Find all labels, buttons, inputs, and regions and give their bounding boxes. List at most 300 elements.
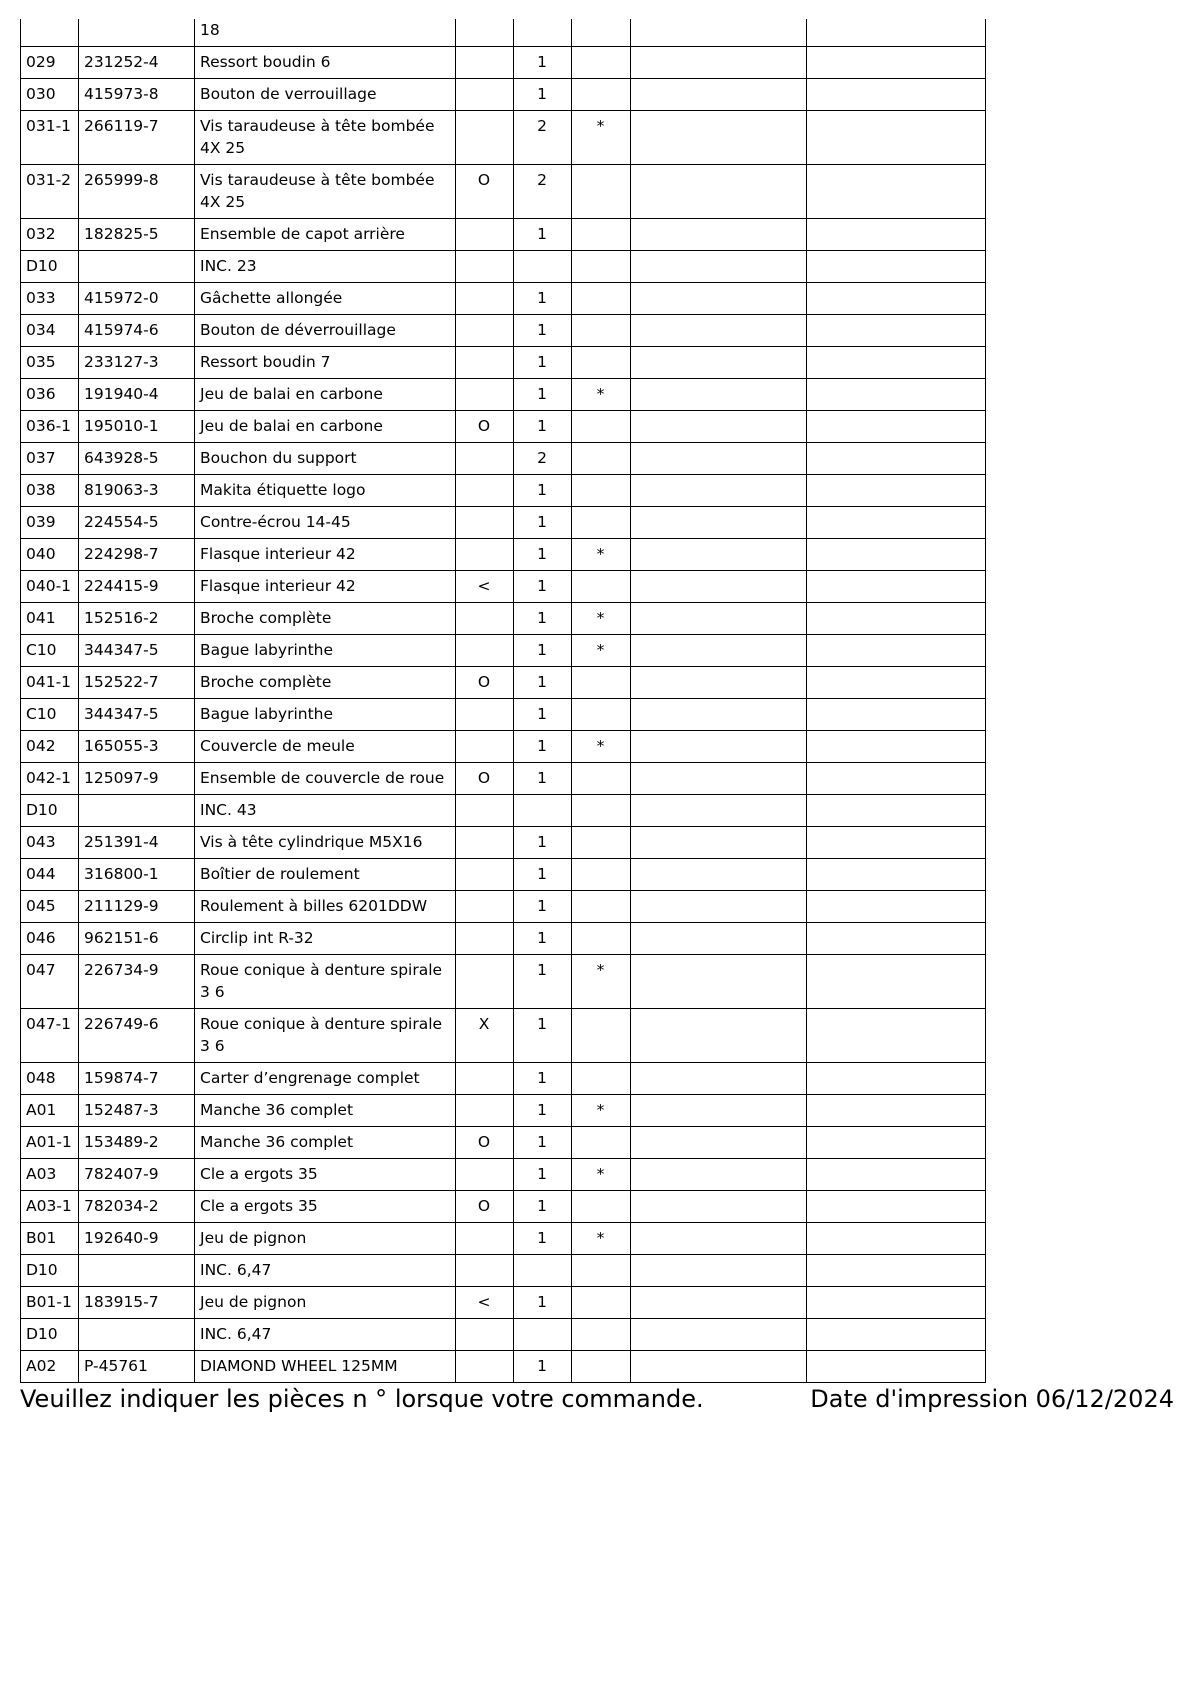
cell-description: Bouton de déverrouillage — [195, 315, 456, 347]
table-row — [21, 699, 986, 731]
cell-part-no — [79, 1319, 195, 1351]
cell-extra-1 — [631, 47, 807, 79]
table-row — [21, 379, 986, 411]
table-row — [21, 955, 986, 1009]
cell-mark — [456, 1063, 514, 1095]
cell-mark: O — [456, 1191, 514, 1223]
cell-description: Flasque interieur 42 — [195, 571, 456, 603]
cell-extra-2 — [807, 111, 986, 165]
cell-note — [572, 1191, 631, 1223]
cell-qty — [514, 1255, 572, 1287]
cell-part-no: 224554-5 — [79, 507, 195, 539]
cell-description: INC. 6,47 — [195, 1319, 456, 1351]
cell-extra-2 — [807, 79, 986, 111]
cell-ref-no: A01 — [21, 1095, 79, 1127]
cell-ref-no: 040 — [21, 539, 79, 571]
table-row — [21, 1159, 986, 1191]
cell-note — [572, 795, 631, 827]
cell-mark — [456, 19, 514, 47]
cell-note: * — [572, 1223, 631, 1255]
cell-description: Roue conique à denture spirale 3 6 — [195, 955, 456, 1009]
table-row — [21, 1095, 986, 1127]
cell-description: Contre-écrou 14-45 — [195, 507, 456, 539]
cell-mark — [456, 475, 514, 507]
table-row — [21, 1063, 986, 1095]
cell-ref-no: A01-1 — [21, 1127, 79, 1159]
cell-part-no: 183915-7 — [79, 1287, 195, 1319]
cell-ref-no: 031-1 — [21, 111, 79, 165]
cell-part-no: 182825-5 — [79, 219, 195, 251]
cell-part-no: 782034-2 — [79, 1191, 195, 1223]
cell-mark: O — [456, 763, 514, 795]
cell-note — [572, 1351, 631, 1383]
cell-description: DIAMOND WHEEL 125MM — [195, 1351, 456, 1383]
cell-ref-no: 032 — [21, 219, 79, 251]
cell-description: Bague labyrinthe — [195, 699, 456, 731]
cell-note — [572, 475, 631, 507]
table-row — [21, 635, 986, 667]
cell-extra-1 — [631, 219, 807, 251]
cell-part-no: 962151-6 — [79, 923, 195, 955]
cell-ref-no: 047-1 — [21, 1009, 79, 1063]
cell-extra-2 — [807, 635, 986, 667]
cell-qty: 1 — [514, 1351, 572, 1383]
cell-description: Gâchette allongée — [195, 283, 456, 315]
cell-ref-no: B01-1 — [21, 1287, 79, 1319]
cell-extra-1 — [631, 165, 807, 219]
table-row — [21, 315, 986, 347]
cell-extra-1 — [631, 923, 807, 955]
cell-ref-no: D10 — [21, 1255, 79, 1287]
cell-mark — [456, 507, 514, 539]
cell-part-no: 415972-0 — [79, 283, 195, 315]
cell-mark — [456, 603, 514, 635]
cell-ref-no: 033 — [21, 283, 79, 315]
cell-extra-1 — [631, 475, 807, 507]
cell-extra-2 — [807, 795, 986, 827]
cell-part-no: 224298-7 — [79, 539, 195, 571]
cell-description: Bague labyrinthe — [195, 635, 456, 667]
table-row — [21, 165, 986, 219]
cell-part-no: P-45761 — [79, 1351, 195, 1383]
cell-extra-1 — [631, 1319, 807, 1351]
cell-description: Bouton de verrouillage — [195, 79, 456, 111]
cell-extra-1 — [631, 443, 807, 475]
cell-description: INC. 6,47 — [195, 1255, 456, 1287]
cell-extra-2 — [807, 891, 986, 923]
cell-qty: 1 — [514, 891, 572, 923]
cell-ref-no: C10 — [21, 699, 79, 731]
table-row — [21, 1319, 986, 1351]
cell-mark — [456, 251, 514, 283]
cell-part-no: 344347-5 — [79, 635, 195, 667]
cell-description: Jeu de balai en carbone — [195, 411, 456, 443]
cell-extra-1 — [631, 251, 807, 283]
cell-description: Ensemble de couvercle de roue — [195, 763, 456, 795]
cell-description: Ressort boudin 6 — [195, 47, 456, 79]
cell-mark: < — [456, 571, 514, 603]
cell-extra-1 — [631, 859, 807, 891]
cell-ref-no: A03-1 — [21, 1191, 79, 1223]
table-row — [21, 111, 986, 165]
cell-qty: 1 — [514, 219, 572, 251]
parts-table-body — [21, 19, 986, 1383]
cell-qty: 1 — [514, 603, 572, 635]
cell-extra-2 — [807, 1127, 986, 1159]
cell-note — [572, 1287, 631, 1319]
cell-extra-2 — [807, 699, 986, 731]
cell-part-no: 233127-3 — [79, 347, 195, 379]
table-row — [21, 475, 986, 507]
table-row — [21, 283, 986, 315]
cell-description: Broche complète — [195, 667, 456, 699]
cell-description: Broche complète — [195, 603, 456, 635]
cell-note: * — [572, 1159, 631, 1191]
cell-ref-no: D10 — [21, 795, 79, 827]
cell-qty: 1 — [514, 47, 572, 79]
cell-extra-2 — [807, 411, 986, 443]
cell-extra-2 — [807, 1095, 986, 1127]
cell-part-no: 191940-4 — [79, 379, 195, 411]
cell-qty: 2 — [514, 111, 572, 165]
cell-part-no: 211129-9 — [79, 891, 195, 923]
cell-description: INC. 43 — [195, 795, 456, 827]
cell-extra-1 — [631, 79, 807, 111]
cell-note: * — [572, 1095, 631, 1127]
cell-note — [572, 347, 631, 379]
cell-qty: 1 — [514, 379, 572, 411]
cell-note — [572, 571, 631, 603]
cell-note — [572, 165, 631, 219]
cell-note — [572, 1127, 631, 1159]
cell-mark — [456, 1095, 514, 1127]
cell-extra-1 — [631, 1191, 807, 1223]
cell-ref-no: B01 — [21, 1223, 79, 1255]
cell-note — [572, 443, 631, 475]
cell-extra-1 — [631, 731, 807, 763]
table-row — [21, 827, 986, 859]
cell-description: Jeu de pignon — [195, 1223, 456, 1255]
cell-note: * — [572, 539, 631, 571]
cell-extra-1 — [631, 795, 807, 827]
cell-extra-2 — [807, 1287, 986, 1319]
cell-part-no — [79, 1255, 195, 1287]
cell-qty: 1 — [514, 315, 572, 347]
cell-description: Roue conique à denture spirale 3 6 — [195, 1009, 456, 1063]
cell-extra-2 — [807, 1319, 986, 1351]
cell-part-no: 195010-1 — [79, 411, 195, 443]
cell-extra-2 — [807, 539, 986, 571]
cell-description: Flasque interieur 42 — [195, 539, 456, 571]
cell-part-no: 153489-2 — [79, 1127, 195, 1159]
cell-mark — [456, 219, 514, 251]
cell-qty: 1 — [514, 667, 572, 699]
table-row — [21, 571, 986, 603]
cell-extra-1 — [631, 827, 807, 859]
table-row — [21, 1287, 986, 1319]
table-row — [21, 603, 986, 635]
cell-qty: 1 — [514, 1127, 572, 1159]
cell-part-no: 165055-3 — [79, 731, 195, 763]
cell-ref-no: 047 — [21, 955, 79, 1009]
cell-qty: 1 — [514, 859, 572, 891]
table-row — [21, 795, 986, 827]
cell-mark — [456, 699, 514, 731]
cell-extra-2 — [807, 1009, 986, 1063]
cell-note — [572, 47, 631, 79]
cell-description: Vis taraudeuse à tête bombée 4X 25 — [195, 111, 456, 165]
cell-ref-no: A02 — [21, 1351, 79, 1383]
cell-description: Boîtier de roulement — [195, 859, 456, 891]
cell-part-no — [79, 795, 195, 827]
cell-description: 18 — [195, 19, 456, 47]
cell-extra-2 — [807, 283, 986, 315]
cell-ref-no: 045 — [21, 891, 79, 923]
cell-part-no: 782407-9 — [79, 1159, 195, 1191]
cell-qty: 1 — [514, 411, 572, 443]
cell-qty: 2 — [514, 443, 572, 475]
cell-extra-1 — [631, 571, 807, 603]
cell-part-no: 265999-8 — [79, 165, 195, 219]
cell-extra-2 — [807, 347, 986, 379]
cell-ref-no: 029 — [21, 47, 79, 79]
cell-note — [572, 1319, 631, 1351]
cell-mark — [456, 443, 514, 475]
cell-description: Carter d’engrenage complet — [195, 1063, 456, 1095]
cell-extra-1 — [631, 699, 807, 731]
cell-note — [572, 251, 631, 283]
cell-mark — [456, 379, 514, 411]
cell-qty — [514, 1319, 572, 1351]
cell-mark — [456, 79, 514, 111]
cell-ref-no: 042 — [21, 731, 79, 763]
cell-extra-2 — [807, 923, 986, 955]
cell-extra-2 — [807, 667, 986, 699]
cell-mark — [456, 111, 514, 165]
cell-qty: 1 — [514, 763, 572, 795]
cell-ref-no: 038 — [21, 475, 79, 507]
cell-part-no: 819063-3 — [79, 475, 195, 507]
cell-extra-2 — [807, 1159, 986, 1191]
cell-qty: 1 — [514, 1159, 572, 1191]
cell-description: Circlip int R-32 — [195, 923, 456, 955]
cell-extra-1 — [631, 1095, 807, 1127]
cell-part-no: 316800-1 — [79, 859, 195, 891]
cell-extra-2 — [807, 507, 986, 539]
table-row — [21, 859, 986, 891]
cell-mark — [456, 539, 514, 571]
cell-note — [572, 315, 631, 347]
table-row — [21, 1255, 986, 1287]
cell-extra-2 — [807, 571, 986, 603]
cell-ref-no: 046 — [21, 923, 79, 955]
cell-qty: 1 — [514, 1223, 572, 1255]
cell-qty: 1 — [514, 923, 572, 955]
cell-extra-1 — [631, 507, 807, 539]
cell-qty: 1 — [514, 1287, 572, 1319]
cell-note: * — [572, 111, 631, 165]
cell-description: Vis taraudeuse à tête bombée 4X 25 — [195, 165, 456, 219]
cell-note — [572, 699, 631, 731]
cell-extra-1 — [631, 539, 807, 571]
cell-part-no: 231252-4 — [79, 47, 195, 79]
cell-note: * — [572, 603, 631, 635]
cell-description: Roulement à billes 6201DDW — [195, 891, 456, 923]
cell-extra-1 — [631, 315, 807, 347]
table-row — [21, 1223, 986, 1255]
cell-description: Bouchon du support — [195, 443, 456, 475]
cell-description: Cle a ergots 35 — [195, 1191, 456, 1223]
cell-note — [572, 79, 631, 111]
cell-part-no: 415974-6 — [79, 315, 195, 347]
cell-ref-no: 039 — [21, 507, 79, 539]
cell-note — [572, 667, 631, 699]
cell-note — [572, 923, 631, 955]
cell-mark — [456, 1159, 514, 1191]
cell-extra-1 — [631, 111, 807, 165]
cell-ref-no: D10 — [21, 251, 79, 283]
cell-extra-1 — [631, 1287, 807, 1319]
cell-ref-no: 041-1 — [21, 667, 79, 699]
cell-extra-1 — [631, 1255, 807, 1287]
cell-qty: 1 — [514, 955, 572, 1009]
cell-ref-no: 034 — [21, 315, 79, 347]
cell-part-no: 224415-9 — [79, 571, 195, 603]
cell-part-no — [79, 19, 195, 47]
cell-extra-1 — [631, 347, 807, 379]
cell-mark: O — [456, 1127, 514, 1159]
cell-qty: 1 — [514, 635, 572, 667]
table-row — [21, 251, 986, 283]
cell-extra-2 — [807, 165, 986, 219]
cell-extra-2 — [807, 1191, 986, 1223]
cell-mark — [456, 859, 514, 891]
cell-mark — [456, 1351, 514, 1383]
cell-description: Manche 36 complet — [195, 1095, 456, 1127]
cell-note — [572, 859, 631, 891]
cell-part-no: 643928-5 — [79, 443, 195, 475]
cell-mark — [456, 827, 514, 859]
cell-note — [572, 507, 631, 539]
cell-mark — [456, 795, 514, 827]
cell-mark: O — [456, 667, 514, 699]
cell-qty: 1 — [514, 1009, 572, 1063]
cell-extra-2 — [807, 1223, 986, 1255]
cell-extra-2 — [807, 731, 986, 763]
cell-part-no: 266119-7 — [79, 111, 195, 165]
cell-note — [572, 1063, 631, 1095]
cell-mark — [456, 731, 514, 763]
cell-extra-1 — [631, 411, 807, 443]
cell-extra-2 — [807, 1063, 986, 1095]
cell-part-no: 159874-7 — [79, 1063, 195, 1095]
cell-description: INC. 23 — [195, 251, 456, 283]
table-row — [21, 47, 986, 79]
cell-description: Vis à tête cylindrique M5X16 — [195, 827, 456, 859]
cell-qty: 1 — [514, 827, 572, 859]
cell-part-no: 251391-4 — [79, 827, 195, 859]
cell-qty — [514, 251, 572, 283]
cell-mark — [456, 635, 514, 667]
cell-qty: 1 — [514, 347, 572, 379]
cell-ref-no: 031-2 — [21, 165, 79, 219]
table-row — [21, 411, 986, 443]
cell-qty — [514, 19, 572, 47]
cell-part-no: 226749-6 — [79, 1009, 195, 1063]
cell-qty: 1 — [514, 475, 572, 507]
cell-ref-no: 037 — [21, 443, 79, 475]
cell-extra-1 — [631, 1063, 807, 1095]
cell-part-no: 152516-2 — [79, 603, 195, 635]
cell-note — [572, 283, 631, 315]
cell-qty: 1 — [514, 507, 572, 539]
cell-mark — [456, 347, 514, 379]
cell-extra-1 — [631, 379, 807, 411]
cell-extra-1 — [631, 635, 807, 667]
cell-extra-1 — [631, 1223, 807, 1255]
table-row — [21, 731, 986, 763]
cell-extra-1 — [631, 667, 807, 699]
cell-ref-no: 042-1 — [21, 763, 79, 795]
cell-qty: 1 — [514, 699, 572, 731]
cell-qty: 1 — [514, 283, 572, 315]
cell-extra-1 — [631, 19, 807, 47]
cell-mark — [456, 315, 514, 347]
cell-extra-2 — [807, 19, 986, 47]
table-row — [21, 347, 986, 379]
table-row — [21, 1009, 986, 1063]
cell-mark: O — [456, 165, 514, 219]
cell-ref-no: A03 — [21, 1159, 79, 1191]
cell-ref-no: 043 — [21, 827, 79, 859]
table-row — [21, 923, 986, 955]
cell-ref-no: 036 — [21, 379, 79, 411]
cell-part-no: 192640-9 — [79, 1223, 195, 1255]
cell-mark: < — [456, 1287, 514, 1319]
cell-note — [572, 827, 631, 859]
cell-ref-no: 041 — [21, 603, 79, 635]
cell-mark — [456, 955, 514, 1009]
print-date: Date d'impression 06/12/2024 — [810, 1385, 1174, 1413]
cell-ref-no: 036-1 — [21, 411, 79, 443]
cell-part-no: 415973-8 — [79, 79, 195, 111]
cell-description: Cle a ergots 35 — [195, 1159, 456, 1191]
cell-note — [572, 891, 631, 923]
cell-part-no: 152487-3 — [79, 1095, 195, 1127]
table-row — [21, 891, 986, 923]
order-note: Veuillez indiquer les pièces n ° lorsque votre commande. — [20, 1385, 704, 1413]
cell-note — [572, 411, 631, 443]
cell-description: Ressort boudin 7 — [195, 347, 456, 379]
table-row — [21, 1191, 986, 1223]
cell-note — [572, 763, 631, 795]
table-row — [21, 1127, 986, 1159]
parts-table — [20, 19, 986, 1383]
cell-ref-no: 040-1 — [21, 571, 79, 603]
cell-mark — [456, 1223, 514, 1255]
cell-part-no: 125097-9 — [79, 763, 195, 795]
cell-extra-1 — [631, 1009, 807, 1063]
cell-extra-1 — [631, 283, 807, 315]
cell-qty: 2 — [514, 165, 572, 219]
table-row — [21, 1351, 986, 1383]
cell-mark: X — [456, 1009, 514, 1063]
cell-note — [572, 1255, 631, 1287]
cell-part-no: 344347-5 — [79, 699, 195, 731]
cell-ref-no: C10 — [21, 635, 79, 667]
cell-extra-2 — [807, 955, 986, 1009]
cell-qty: 1 — [514, 1095, 572, 1127]
